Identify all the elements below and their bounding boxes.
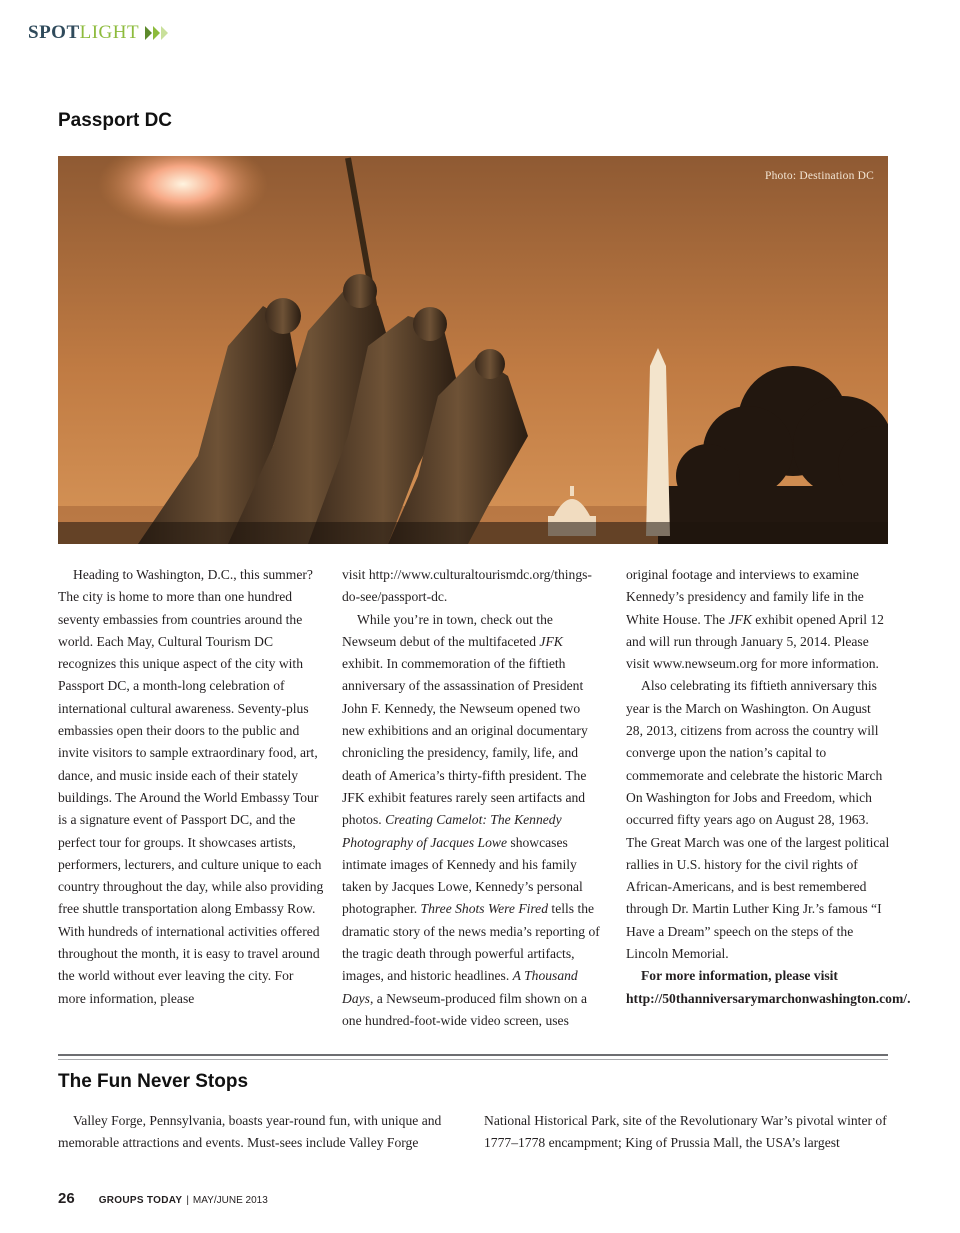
triple-arrow-icon bbox=[145, 26, 169, 40]
italic-jfk: JFK bbox=[539, 633, 563, 649]
italic-thousand-days: A Thousand Days bbox=[342, 968, 578, 1006]
article1-paragraph-1: Heading to Washington, D.C., this summer? The city is home to more than one hundred seventy embassies from countries around the world. Each May, Cultural Tourism DC recognizes this unique aspect of the city with Passport DC, a month-long celebration of international cultural awareness. Seventy-plus embassies open their doors to the public and invite visitors to sample extraordinary food, art, dance, and music inside each of their stately buildings. The Around the World Embassy Tour is a signature event of Passport DC, and the perfect tour for groups. It showcases artists, performers, lecturers, and culture unique to each country throughout the day, while also providing free shuttle transportation along Embassy Row. With hundreds of international activities offered throughout the month, it is easy to travel around the world without ever leaving the city. For more information, please bbox=[58, 567, 324, 1006]
article2-column-1 bbox=[58, 1110, 458, 1155]
iwo-jima-memorial-photo bbox=[58, 156, 888, 544]
article1-paragraph-2-cont bbox=[626, 564, 890, 675]
text-run: original footage and interviews to examine Kennedy’s presidency and family life in the White House. The bbox=[626, 567, 864, 627]
italic-creating-camelot: Creating Camelot: The Kennedy Photography of Jacques Lowe bbox=[342, 812, 562, 850]
article1-column-3 bbox=[626, 564, 911, 1010]
footer-separator: | bbox=[186, 1195, 189, 1206]
photo-credit: Photo: Destination DC bbox=[765, 170, 874, 182]
page-number: 26 bbox=[58, 1190, 75, 1207]
article1-column-1 bbox=[58, 564, 324, 1010]
article-title-fun-never-stops: The Fun Never Stops bbox=[58, 1071, 249, 1092]
italic-three-shots: Three Shots Were Fired bbox=[420, 901, 549, 917]
more-info-link-text: For more information, please visit http://50thanniversarymarchonwashington.com/. bbox=[626, 968, 911, 1006]
article2-paragraph-1-cont: National Historical Park, site of the Revolutionary War’s pivotal winter of 1777–1778 encampment; King of Prussia Mall, the USA’s largest bbox=[484, 1113, 887, 1151]
article2-paragraph-1: Valley Forge, Pennsylvania, boasts year-round fun, with unique and memorable attractions and events. Must-sees include Valley Forge bbox=[58, 1113, 442, 1151]
article1-paragraph-2 bbox=[342, 609, 604, 1033]
text-run: exhibit. In commemoration of the fiftieth anniversary of the assassination of President John F. Kennedy, the Newseum opened two new exhibitions and an original documentary chronicling the presidency, family, life, and death of America’s thirty-fifth president. The JFK exhibit features rarely seen artifacts and photos. bbox=[342, 656, 588, 828]
article1-column-2 bbox=[342, 564, 604, 1032]
section-divider-thin bbox=[58, 1059, 888, 1060]
photo-illustration bbox=[58, 156, 888, 544]
section-label bbox=[28, 22, 169, 44]
magazine-name: GROUPS TODAY bbox=[98, 1195, 183, 1206]
section-divider bbox=[58, 1054, 888, 1056]
italic-jfk: JFK bbox=[728, 611, 752, 627]
section-label-part2: LIGHT bbox=[79, 22, 140, 43]
text-run: , a Newseum-produced film shown on a one hundred-foot-wide video screen, uses bbox=[342, 990, 588, 1028]
section-label-part1: SPOT bbox=[28, 22, 80, 43]
article-title-passport-dc: Passport DC bbox=[58, 110, 173, 131]
issue-date: MAY/JUNE 2013 bbox=[192, 1195, 268, 1206]
page-footer bbox=[58, 1190, 268, 1207]
article2-column-2 bbox=[484, 1110, 894, 1155]
article1-paragraph-3: Also celebrating its fiftieth anniversary this year is the March on Washington. On August 28, 2013, citizens from across the country will converge upon the nation’s capital to commemorate and celebrate the historic March On Washington for Jobs and Freedom, which occurred fifty years ago on August 28, 1963. The Great March was one of the largest political rallies in U.S. history for the civil rights of African-Americans, and is best remembered through Dr. Martin Luther King Jr.’s famous “I Have a Dream” speech on the steps of the Lincoln Memorial. bbox=[626, 678, 890, 962]
text-run: exhibit opened April 12 and will run through January 5, 2014. Please visit www.newseum.org for more information. bbox=[626, 611, 884, 672]
text-run: tells the dramatic story of the news media’s reporting of the tragic death through powerful artifacts, images, and historic headlines. bbox=[342, 901, 600, 984]
text-run: While you’re in town, check out the Newseum debut of the multifaceted bbox=[342, 611, 553, 649]
text-run: showcases intimate images of Kennedy and his family taken by Jacques Lowe, Kennedy’s personal photographer. bbox=[342, 834, 583, 917]
article1-paragraph-1-cont: visit http://www.culturaltourismdc.org/things-do-see/passport-dc. bbox=[342, 567, 592, 605]
